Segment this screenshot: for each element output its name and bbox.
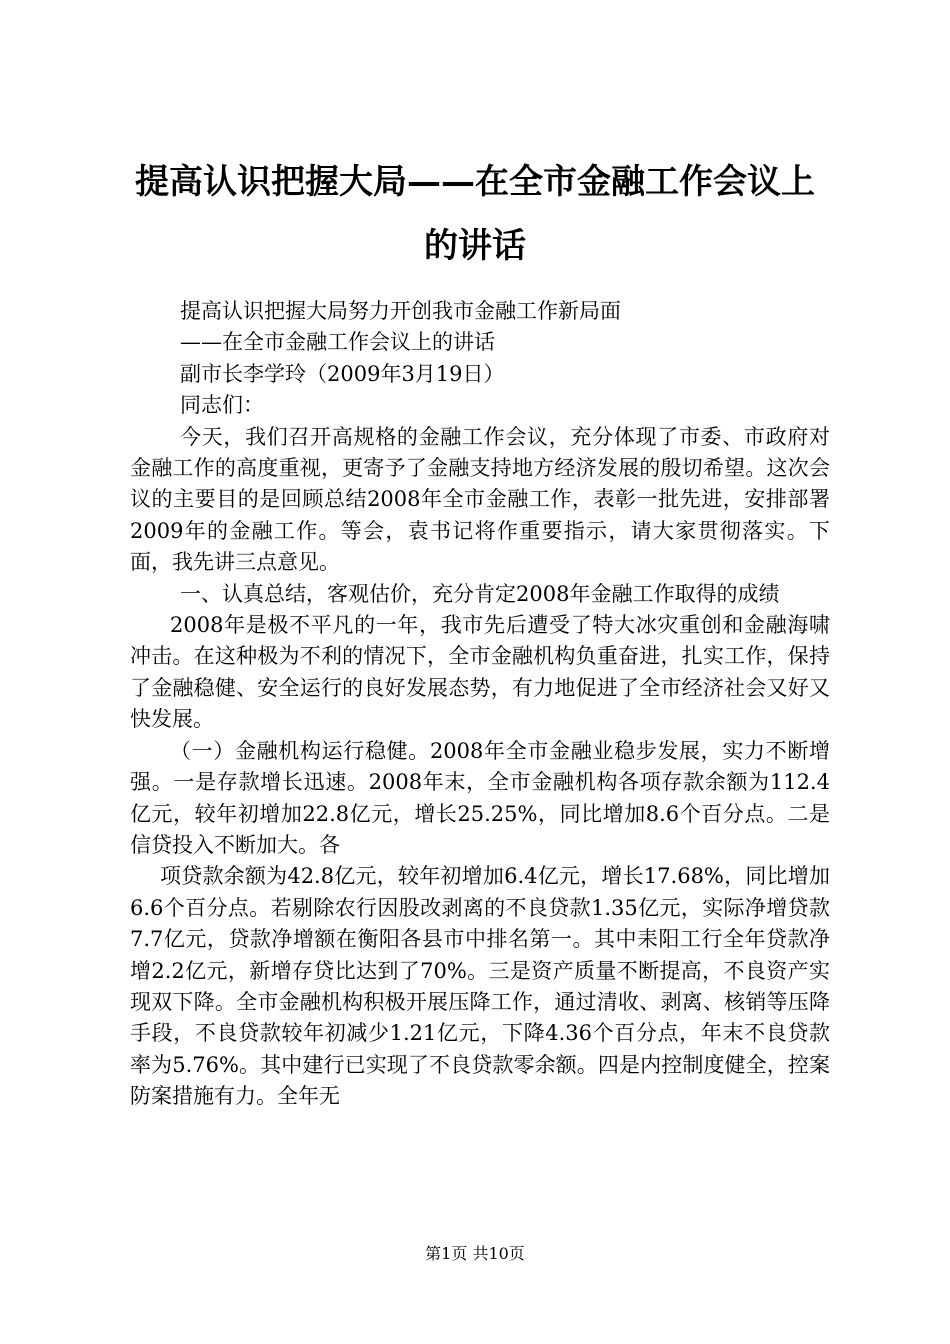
subtitle-line-2: ——在全市金融工作会议上的讲话 (180, 330, 495, 355)
paragraph-institutions: （一）金融机构运行稳健。2008年全市金融业稳步发展，实力不断增强。一是存款增长迅速。2008年末，全市金融机构各项存款余额为112.4亿元，较年初增加22.8亿元，增长25.25%，同比增加8.6个百分点。二是信贷投入不断加大。各 (130, 738, 830, 857)
section-heading-1: 一、认真总结，客观估价，充分肯定2008年金融工作取得的成绩 (180, 581, 780, 606)
salutation: 同志们： (180, 393, 264, 418)
paragraph-opening: 今天，我们召开高规格的金融工作会议，充分体现了市委、市政府对金融工作的高度重视，更寄予了金融支持地方经济发展的殷切希望。这次会议的主要目的是回顾总结2008年全市金融工作，表彰一批先进，安排部署2009年的金融工作。等会，袁书记将作重要指示，请大家贯彻落实。下面，我先讲三点意见。 (130, 424, 830, 575)
document-body (130, 296, 830, 1113)
subtitle-line-1: 提高认识把握大局努力开创我市金融工作新局面 (180, 299, 621, 323)
paragraph-2008-review: 2008年是极不平凡的一年，我市先后遭受了特大冰灾重创和金融海啸冲击。在这种极为不利的情况下，全市金融机构负重奋进，扎实工作，保持了金融稳健、安全运行的良好发展态势，有力地促进了全市经济社会又好又快发展。 (130, 613, 830, 732)
page-footer: 第1页 共10页 (425, 1244, 525, 1263)
paragraph-loans: 项贷款余额为42.8亿元，较年初增加6.4亿元，增长17.68%，同比增加6.6个百分点。若剔除农行因股改剥离的不良贷款1.35亿元，实际净增贷款7.7亿元，贷款净增额在衡阳各县市中排名第一。其中耒阳工行全年贷款净增2.2亿元，新增存贷比达到了70%。三是资产质量不断提高，不良资产实现双下降。全市金融机构积极开展压降工作，通过清收、剥离、核销等压降手段，不良贷款较年初减少1.21亿元，下降4.36个百分点，年末不良贷款率为5.76%。其中建行已实现了不良贷款零余额。四是内控制度健全，控案防案措施有力。全年无 (130, 864, 830, 1109)
speaker-line: 副市长李学玲（2009年3月19日） (180, 361, 505, 386)
page-title: 提高认识把握大局——在全市金融工作会议上的讲话 (135, 162, 815, 266)
